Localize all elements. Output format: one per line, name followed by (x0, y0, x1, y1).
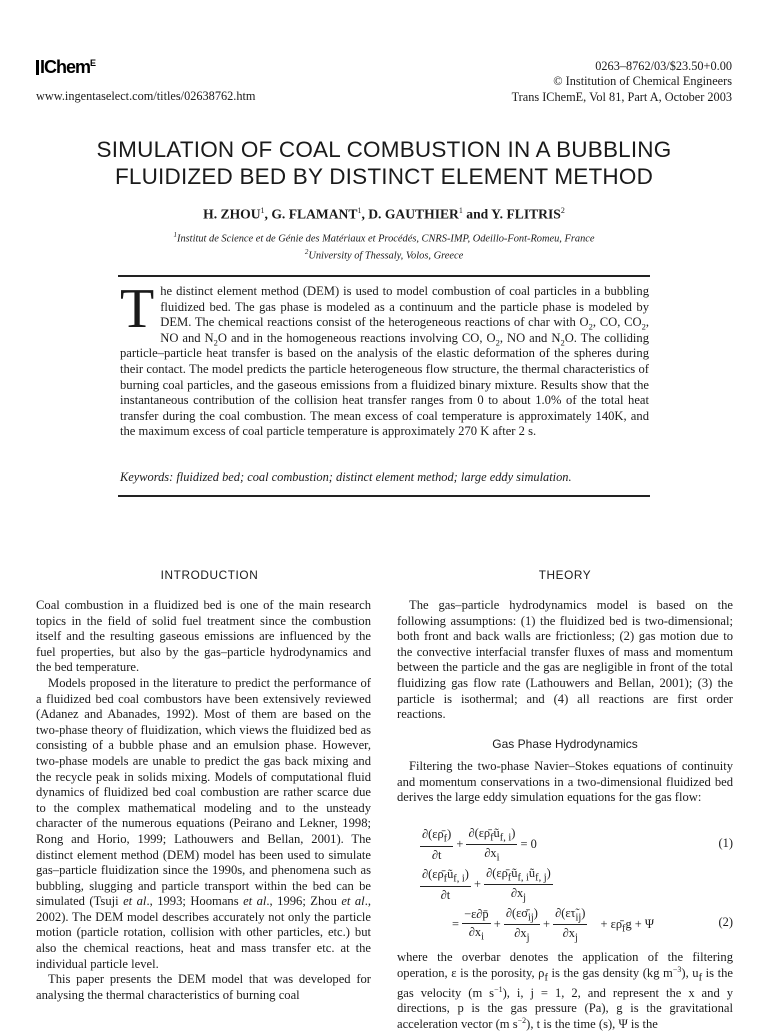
ichem-logo (36, 57, 96, 78)
title-line-2: FLUIDIZED BED BY DISTINCT ELEMENT METHOD (114, 164, 654, 189)
author: Y. FLITRIS (491, 206, 561, 222)
journal-url[interactable]: www.ingentaselect.com/titles/02638762.htm (36, 89, 256, 103)
abstract-top-rule (118, 275, 650, 277)
fraction: $\frac{\partial(\varepsilon\rhō_fũ_{f, i}ũ_{f, j})}{\partial x_j}$ (486, 866, 551, 904)
separator: , (264, 206, 272, 222)
abstract (120, 278, 650, 440)
fraction: $\frac{\partial(\varepsilon\sigmā_{ij})}{\partial x_j}$ (505, 906, 538, 944)
affil-mark: 2 (304, 247, 309, 256)
abstract-text: , NO and N (499, 330, 561, 345)
author: D. GAUTHIER (368, 206, 459, 222)
equation-rhs: = 0 (520, 836, 537, 851)
issn: 0263–8762/03/$23.50+0.00 (595, 59, 732, 73)
affil-mark: 1 (173, 231, 177, 239)
right-column-filtering (397, 759, 733, 806)
affil-mark: 1 (357, 206, 362, 215)
title-line-1: SIMULATION OF COAL COMBUSTION IN A BUBBLING (96, 137, 672, 162)
paragraph: Filtering the two-phase Navier–Stokes equations of continuity and momentum conservations in a two-dimensional fluidized bed derives the large eddy simulation equations for the gas flow: (397, 759, 733, 805)
fraction: $\frac{-\varepsilon\partial p̄}{\partial x_i}$ (464, 907, 489, 943)
paragraph: Coal combustion in a fluidized bed is one of the main research topics in the field of solid fuel treatment since the combustion itself and the resulting gaseous emissions are influenced by the fuel properties, but also by the gas–particle hydrodynamics and the bed temperature. (36, 598, 371, 675)
abstract-text: , CO, CO (592, 315, 642, 330)
separator: , (361, 206, 369, 222)
affiliation-2 (0, 246, 768, 263)
separator: and (462, 206, 492, 222)
subscript: 2 (495, 337, 500, 348)
abstract-text: O and in the homogeneous reactions involving CO, O (217, 330, 496, 345)
text: et al (243, 894, 267, 909)
subscript: 2 (560, 337, 565, 348)
text: Models proposed in the literature to predict the performance of a fluidized bed coal combustors have been extensively reviewed (Adanez and Abanades, 1992). Most of them are based on the two-phase theory of fluidization, which views the fluidized bed as consisting of a bubble phase and an emulsion phase. However, two-phase models are unable to predict the gas back mixing and the recycle peak in solids mixing. Models of computational fluid dynamics of fluidized bed coal combustion are rather scarce due to the complex mathematical modeling and to the unsteady character of the numerous equations (Peirano and Lekner, 1998; Rong and Horio, 1999; Lathouwers and Bellan, 2001). The distinct element method (DEM) model has been used to simulate gas–particle fluidization since the 1990s, and phenomena such as bubbling, slugging and particle transport within the bed can be simulated (Tsuji (36, 675, 371, 909)
abstract-bottom-rule (118, 495, 650, 497)
affil-mark: 2 (560, 206, 565, 215)
abstract-text: he distinct element method (DEM) is used to model combustion of coal particles in a bubbling fluidized bed. The gas phase is modeled as a continuum and the particle phase is modeled by DEM. The chemical reactions consist of the heterogeneous reactions of char with O (160, 284, 649, 330)
affiliations (0, 229, 768, 263)
author: G. FLAMANT (271, 206, 358, 222)
copyright: © Institution of Chemical Engineers (553, 74, 732, 89)
fraction: $\frac{\partial(\varepsilon\taũ_{ij})}{\partial x_j}$ (555, 906, 586, 944)
fraction: $\frac{\partial(\varepsilon\rhō_fũ_{f, i})}{\partial t}$ (422, 867, 469, 902)
text: ., 2002). The DEM model describes accurately not only the particle motion (particle rotation, collision with other particles, etc.) but also the chemical reactions, heat and mass transfer etc. at the individual particle level. (36, 894, 371, 971)
logo-superscript: E (90, 58, 97, 68)
journal-meta (512, 59, 732, 105)
operator: + (493, 916, 501, 931)
keywords: Keywords: fluidized bed; coal combustion; distinct element method; large eddy simulation. (120, 470, 572, 484)
subscript: 2 (213, 337, 218, 348)
subscript: 2 (588, 321, 593, 332)
fraction: $\frac{\partial(\varepsilon\rhō_f)}{\partial t}$ (422, 827, 452, 862)
right-column-definitions (397, 950, 733, 1032)
text: et al (123, 894, 147, 909)
right-column-intro (397, 598, 733, 723)
paragraph: The gas–particle hydrodynamics model is based on the following assumptions: (1) the fluidized bed is two-dimensional; both front and back walls are frictionless; (2) gas motion due to the convective interfacial transfer fluxes of mass and momentum between the particle and the gas are negligible in front of the total fluidizing gas flow rate (Lathouwers and Bellan, 2001); (3) the particle is isothermal; and (4) all reactions are first order reactions. (397, 598, 733, 722)
text: et al (341, 894, 365, 909)
affil-mark: 1 (458, 206, 463, 215)
text: ., 1993; Hoomans (146, 894, 244, 909)
author: H. ZHOU (203, 206, 261, 222)
equation-1 (420, 826, 733, 864)
paragraph: This paper presents the DEM model that was developed for analysing the thermal characteristics of burning coal (36, 972, 371, 1002)
equation-number: (1) (718, 836, 733, 850)
affiliation-1 (0, 229, 768, 246)
affiliation-text: Institut de Science et de Génie des Matériaux et Procédés, CNRS-IMP, Odeillo-Font-Romeu, France (176, 233, 595, 245)
text: ., 1996; Zhou (266, 894, 342, 909)
subscript: 2 (641, 321, 646, 332)
logo-bar (36, 60, 39, 75)
section-heading-theory: THEORY (538, 568, 592, 582)
left-column (36, 598, 371, 1003)
abstract-text: O. The colliding particle–particle heat transfer is based on the analysis of the elastic deformation of the spheres during their contact. The model predicts the particle heterogeneous flow structure, the thermal characteristics of burning coal particles, and the gaseous emissions from a fluidized binary mixture. Results show that the instantaneous contribution of the collision heat transfer ranges from 0 to about 1.0% of the total heat transfer during the coal combustion. The mean excess of coal temperature is approximately 140K, and the maximum excess of coal particle temperature is approximately 270 K after 2 s. (120, 330, 650, 439)
affiliation-text: University of Thessaly, Volos, Greece (308, 250, 464, 262)
operator: + (456, 836, 464, 851)
operator: + (474, 876, 482, 891)
abstract-text: , NO and N (160, 315, 649, 345)
operator: + (542, 916, 550, 931)
paragraph (36, 676, 371, 972)
drop-cap: T (120, 278, 155, 340)
operator: = (452, 916, 459, 931)
subsection-heading: Gas Phase Hydrodynamics (492, 737, 638, 751)
equation-2-line-2 (452, 906, 733, 944)
journal-citation: Trans IChemE, Vol 81, Part A, October 2003 (511, 89, 732, 104)
fraction: $\frac{\partial(\varepsilon\rhō_fũ_{f, i})}{\partial x_i}$ (468, 826, 516, 864)
equation-tail: + $\varepsilon\rhō_fg + \Psi$ (600, 916, 654, 935)
logo-text: IChem (40, 57, 91, 77)
affil-mark: 1 (260, 206, 265, 215)
author-list (0, 206, 768, 223)
equation-2-line-1 (420, 866, 733, 904)
equation-number: (2) (718, 915, 733, 929)
paragraph: where the overbar denotes the application of the filtering operation, ε is the porosity, $\rho_f$ is the gas density (kg $m^{-3}$), $u_f$ is the gas velocity (m $s^{-1}$), i, j = 1, 2, and represent the x and y directions, p is the gas pressure (Pa), g is the gravitational acceleration vector (m $s^{-2}$), t is the time (s), Ψ is the (397, 950, 733, 1031)
section-heading-introduction: INTRODUCTION (160, 568, 259, 582)
paper-title (0, 136, 768, 190)
